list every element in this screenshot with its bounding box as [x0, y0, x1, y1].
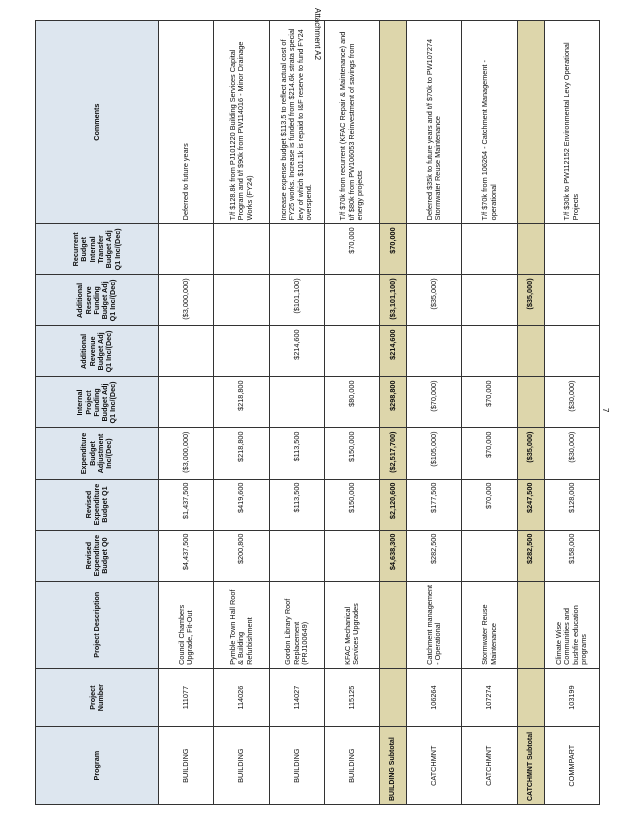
budget-table-container — [35, 20, 600, 805]
cell-comments — [380, 21, 407, 224]
cell-recurrent-transfer — [407, 224, 462, 275]
table-row — [214, 21, 269, 805]
cell-comments: T/f $70k from recurrent (KFAC Repair & Maintenance) and t/f $80k from PW106053 Reinvestment of savings from energy projects — [324, 21, 379, 224]
header-project-number: Project Number — [36, 668, 159, 727]
cell-project-description: Pymble Town Hall Roof & Building Refurbishment — [214, 581, 269, 668]
cell-revised-q0 — [269, 530, 324, 581]
cell-additional-revenue — [214, 326, 269, 377]
cell-additional-reserve: ($35,000) — [517, 275, 544, 326]
cell-internal-funding: $298,800 — [380, 377, 407, 428]
cell-revised-q1: $177,500 — [407, 479, 462, 530]
cell-additional-revenue — [544, 326, 599, 377]
cell-project-description: KFAC Mechanical Services Upgrades — [324, 581, 379, 668]
header-additional-revenue: Additional Revenue Budget Adj Q1 Inc/(Dec) — [36, 326, 159, 377]
header-program: Program — [36, 727, 159, 805]
cell-additional-reserve: ($3,000,000) — [159, 275, 214, 326]
cell-project-number: 107274 — [462, 668, 517, 727]
header-recurrent-transfer: Recurrent Budget Internal Transfer Budget Adj Q1 Inc/(Dec) — [36, 224, 159, 275]
header-internal-funding: Internal Project Funding Budget Adj Q1 Inc/(Dec) — [36, 377, 159, 428]
cell-recurrent-transfer — [269, 224, 324, 275]
cell-comments — [517, 21, 544, 224]
cell-internal-funding: $80,000 — [324, 377, 379, 428]
cell-project-number: 115125 — [324, 668, 379, 727]
header-project-description: Project Description — [36, 581, 159, 668]
cell-revised-q1: $1,437,500 — [159, 479, 214, 530]
cell-additional-reserve: ($101,100) — [269, 275, 324, 326]
cell-expenditure-adjustment: $150,000 — [324, 428, 379, 479]
cell-project-description — [517, 581, 544, 668]
cell-project-number: 114026 — [214, 668, 269, 727]
cell-expenditure-adjustment: $70,000 — [462, 428, 517, 479]
cell-program: CATCHMNT Subtotal — [517, 727, 544, 805]
cell-revised-q0: $282,500 — [407, 530, 462, 581]
header-row — [36, 21, 159, 805]
cell-expenditure-adjustment: ($2,517,700) — [380, 428, 407, 479]
cell-comments: Deferred $35k to future years and t/f $70k to PW107274 Stormwater Reuse Maintenance — [407, 21, 462, 224]
cell-revised-q0 — [462, 530, 517, 581]
cell-program: COMMPART — [544, 727, 599, 805]
cell-program: BUILDING Subtotal — [380, 727, 407, 805]
cell-additional-reserve: ($35,000) — [407, 275, 462, 326]
cell-project-number — [380, 668, 407, 727]
cell-internal-funding — [517, 377, 544, 428]
cell-revised-q1: $419,600 — [214, 479, 269, 530]
table-row — [407, 21, 462, 805]
cell-project-description: Gordon Library Roof Replacement (PRJ100649) — [269, 581, 324, 668]
cell-comments: Deferred to future years — [159, 21, 214, 224]
cell-revised-q0 — [324, 530, 379, 581]
subtotal-row — [380, 21, 407, 805]
cell-revised-q0: $158,000 — [544, 530, 599, 581]
header-revised-q0: Revised Expenditure Budget Q0 — [36, 530, 159, 581]
cell-revised-q1: $247,500 — [517, 479, 544, 530]
cell-additional-reserve — [462, 275, 517, 326]
cell-project-description: Catchment management - Operational — [407, 581, 462, 668]
subtotal-row — [517, 21, 544, 805]
cell-additional-revenue — [517, 326, 544, 377]
header-comments: Comments — [36, 21, 159, 224]
cell-additional-revenue — [324, 326, 379, 377]
cell-program: BUILDING — [214, 727, 269, 805]
header-expenditure-adjustment: Expenditure Budget Adjustment Inc/(Dec) — [36, 428, 159, 479]
table-row — [544, 21, 599, 805]
cell-revised-q0: $4,437,500 — [159, 530, 214, 581]
cell-revised-q0: $4,638,300 — [380, 530, 407, 581]
cell-revised-q1: $150,000 — [324, 479, 379, 530]
cell-additional-reserve — [324, 275, 379, 326]
cell-internal-funding: ($70,000) — [407, 377, 462, 428]
header-additional-reserve: Additional Reserve Funding Budget Adj Q1 Inc/(Dec) — [36, 275, 159, 326]
cell-revised-q1: $70,000 — [462, 479, 517, 530]
cell-program: CATCHMNT — [462, 727, 517, 805]
cell-expenditure-adjustment: ($30,000) — [544, 428, 599, 479]
table-row — [324, 21, 379, 805]
cell-internal-funding — [159, 377, 214, 428]
cell-expenditure-adjustment: ($35,000) — [517, 428, 544, 479]
cell-recurrent-transfer — [214, 224, 269, 275]
cell-expenditure-adjustment: ($105,000) — [407, 428, 462, 479]
cell-revised-q0: $282,500 — [517, 530, 544, 581]
cell-expenditure-adjustment: ($3,000,000) — [159, 428, 214, 479]
cell-comments: T/f $30k to PW112152 Environmental Levy Operational Projects — [544, 21, 599, 224]
cell-comments: Increase expense budget $113.5 to reflect actual cost of FY25 works. Increase is funded from $214.6k stratа special levy of which $101.1k is repaid to I&F reserve to fund FY24 overspend. — [269, 21, 324, 224]
cell-comments: T/f $70k from 106264 - Catchment Management - operational — [462, 21, 517, 224]
cell-recurrent-transfer — [517, 224, 544, 275]
cell-expenditure-adjustment: $218,800 — [214, 428, 269, 479]
cell-comments: T/f $128.8k from PJ101220 Building Services Capital Program and t/f $90k from PW114016 - Minor Drainage Works (FY24) — [214, 21, 269, 224]
table-row — [269, 21, 324, 805]
cell-revised-q1: $2,120,600 — [380, 479, 407, 530]
cell-internal-funding: $70,000 — [462, 377, 517, 428]
cell-project-description — [380, 581, 407, 668]
budget-adjustment-table — [35, 20, 600, 805]
cell-recurrent-transfer — [462, 224, 517, 275]
cell-program: BUILDING — [159, 727, 214, 805]
cell-program: BUILDING — [324, 727, 379, 805]
cell-program: BUILDING — [269, 727, 324, 805]
cell-project-number: 103199 — [544, 668, 599, 727]
cell-additional-revenue: $214,600 — [269, 326, 324, 377]
cell-project-description: Climate Wise Communities and bushfire education programs — [544, 581, 599, 668]
cell-project-number: 106264 — [407, 668, 462, 727]
cell-internal-funding: $218,800 — [214, 377, 269, 428]
cell-revised-q0: $200,800 — [214, 530, 269, 581]
cell-project-description: Council Chambers Upgrade, Fit-Out — [159, 581, 214, 668]
cell-revised-q1: $113,500 — [269, 479, 324, 530]
cell-project-number: 111077 — [159, 668, 214, 727]
cell-additional-reserve — [214, 275, 269, 326]
cell-expenditure-adjustment: $113,500 — [269, 428, 324, 479]
header-revised-q1: Revised Expenditure Budget Q1 — [36, 479, 159, 530]
cell-recurrent-transfer — [544, 224, 599, 275]
table-row — [462, 21, 517, 805]
cell-project-description: Stormwater Reuse Maintenance — [462, 581, 517, 668]
table-row — [159, 21, 214, 805]
cell-internal-funding — [269, 377, 324, 428]
cell-revised-q1: $128,000 — [544, 479, 599, 530]
cell-additional-revenue — [407, 326, 462, 377]
cell-additional-reserve: ($3,101,100) — [380, 275, 407, 326]
cell-additional-revenue — [159, 326, 214, 377]
page-number: 7 — [601, 408, 610, 413]
cell-internal-funding: ($30,000) — [544, 377, 599, 428]
cell-project-number: 114027 — [269, 668, 324, 727]
cell-recurrent-transfer: $70,000 — [380, 224, 407, 275]
cell-additional-reserve — [544, 275, 599, 326]
cell-program: CATCHMNT — [407, 727, 462, 805]
cell-additional-revenue — [462, 326, 517, 377]
cell-additional-revenue: $214,600 — [380, 326, 407, 377]
cell-recurrent-transfer — [159, 224, 214, 275]
attachment-label: Attachment A2 — [313, 8, 322, 61]
cell-project-number — [517, 668, 544, 727]
cell-recurrent-transfer: $70,000 — [324, 224, 379, 275]
